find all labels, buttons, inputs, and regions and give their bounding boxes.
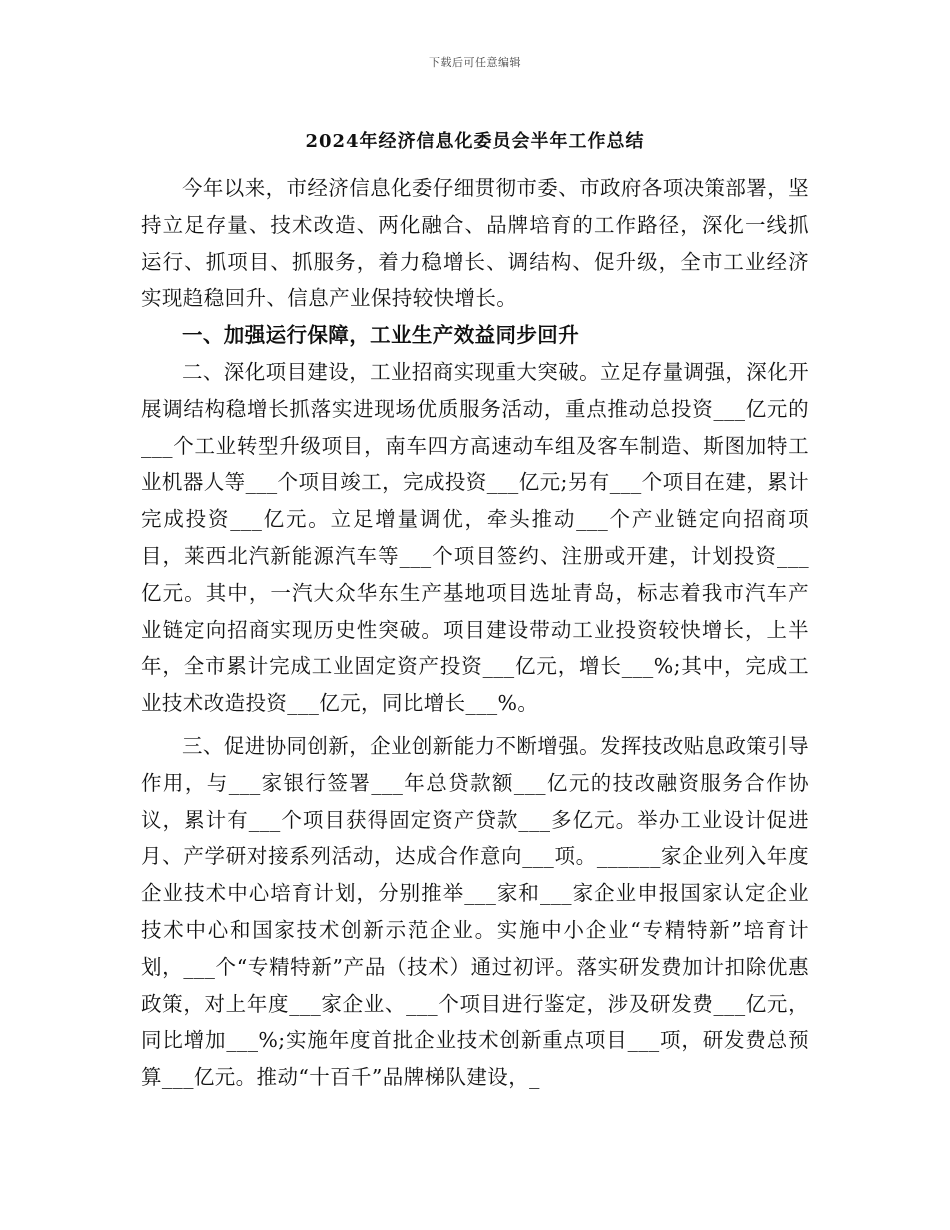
paragraph-section-2: 二、深化项目建设，工业招商实现重大突破。立足存量调强，深化开展调结构稳增长抓落实进现场优质服务活动，重点推动总投资___亿元的___个工业转型升级项目，南车四方高速动车组及客车制造、斯图加特工业机器人等___个项目竣工，完成投资___亿元;另有___个项目在建，累计完成投资___亿元。立足增量调优，牵头推动___个产业链定向招商项目，莱西北汽新能源汽车等___个项目签约、注册或开建，计划投资___亿元。其中，一汽大众华东生产基地项目选址青岛，标志着我市汽车产业链定向招商实现历史性突破。项目建设带动工业投资较快增长，上半年，全市累计完成工业固定资产投资___亿元，增长___%;其中，完成工业技术改造投资___亿元，同比增长___%。 — [141, 359, 809, 716]
header-note: 下载后可任意编辑 — [429, 56, 521, 69]
paragraph-intro: 今年以来，市经济信息化委仔细贯彻市委、市政府各项决策部署，坚持立足存量、技术改造、两化融合、品牌培育的工作路径，深化一线抓运行、抓项目、抓服务，着力稳增长、调结构、促升级，全市工业经济实现趋稳回升、信息产业保持较快增长。 — [141, 176, 809, 311]
document-body — [141, 170, 809, 1096]
paragraph-section-3: 三、促进协同创新，企业创新能力不断增强。发挥技改贴息政策引导作用，与___家银行签署___年总贷款额___亿元的技改融资服务合作协议，累计有___个项目获得固定资产贷款___多亿元。举办工业设计促进月、产学研对接系列活动，达成合作意向___项。______家企业列入年度企业技术中心培育计划，分别推举___家和___家企业申报国家认定企业技术中心和国家技术创新示范企业。实施中小企业“专精特新”培育计划，___个“专精特新”产品（技术）通过初评。落实研发费加计扣除优惠政策，对上年度___家企业、___个项目进行鉴定，涉及研发费___亿元，同比增加___%;实施年度首批企业技术创新重点项目___项，研发费总预算___亿元。推动“十百千”品牌梯队建设，_ — [141, 733, 809, 1090]
section-heading-1: 一、加强运行保障，工业生产效益同步回升 — [182, 323, 580, 348]
document-title: 2024年经济信息化委员会半年工作总结 — [305, 131, 645, 152]
